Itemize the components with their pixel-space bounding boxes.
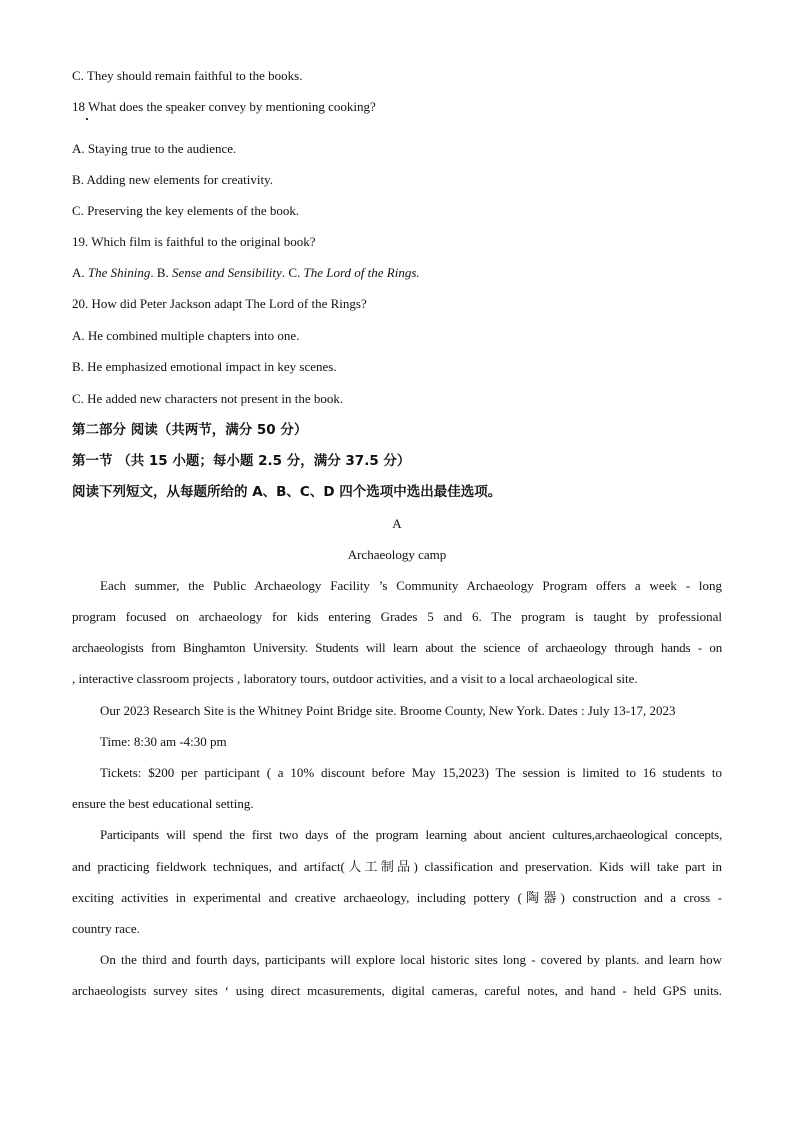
q20-option-a: A. He combined multiple chapters into one. [72,328,300,343]
paragraph-1-line-2: program focused on archaeology for kids entering Grades 5 and 6. The program is taught by professional [72,609,722,624]
q20-option-b: B. He emphasized emotional impact in key scenes. [72,359,337,374]
q19-a-prefix: A. [72,265,88,280]
paragraph-4-line-1: Tickets: $200 per participant ( a 10% discount before May 15,2023) The session is limited to 16 students to [100,765,722,780]
instruction: 阅读下列短文，从每题所给的 A、B、C、D 四个选项中选出最佳选项。 [72,484,502,500]
q20-option-c: C. He added new characters not present in the book. [72,391,344,406]
paragraph-2: Our 2023 Research Site is the Whitney Point Bridge site. Broome County, New York. Dates : July 13-17, 2023 [100,703,676,718]
q19-options [72,262,722,284]
q19-c-title: The Lord of the Rings. [303,265,420,280]
part-title: 第二部分 阅读（共两节，满分 50 分） [72,422,308,438]
stray-dot [86,118,88,120]
section-title: 第一节 （共 15 小题；每小题 2.5 分，满分 37.5 分） [72,453,411,469]
paragraph-5-line-3: exciting activities in experimental and creative archaeology, including pottery (陶器) construction and a cross - [72,890,722,905]
paragraph-1-line-1: Each summer, the Public Archaeology Facility ’s Community Archaeology Program offers a week - long [100,578,722,593]
passage-title: Archaeology camp [347,547,447,562]
q18-option-a: A. Staying true to the audience. [72,141,237,156]
q18-option-b: B. Adding new elements for creativity. [72,172,273,187]
question-18: 18 What does the speaker convey by mentioning cooking? [72,99,376,114]
paragraph-3: Time: 8:30 am -4:30 pm [100,734,227,749]
paragraph-5-line-1: Participants will spend the first two days of the program learning about ancient cultures,archaeological concepts, [100,827,722,842]
paragraph-5-line-2: and practicing fieldwork techniques, and artifact(人工制品) classification and preservation. Kids will take part in [72,859,722,874]
passage-letter: A [392,516,402,531]
question-20: 20. How did Peter Jackson adapt The Lord of the Rings? [72,296,367,311]
paragraph-5-line-4: country race. [72,921,140,936]
q19-b-prefix: . B. [150,265,173,280]
q17-option-c: C. They should remain faithful to the books. [72,68,303,83]
paragraph-6-line-1: On the third and fourth days, participants will explore local historic sites long - covered by plants. and learn how [100,952,722,967]
q19-c-prefix: . C. [281,265,304,280]
q19-b-title: Sense and Sensibility [172,265,282,280]
paragraph-1-line-4: , interactive classroom projects , laboratory tours, outdoor activities, and a visit to a local archaeological site. [72,671,638,686]
paragraph-4-line-2: ensure the best educational setting. [72,796,254,811]
paragraph-6-line-2: archaeologists survey sites ‘ using direct mcasurements, digital cameras, careful notes, and hand - held GPS units. [72,983,722,998]
paragraph-1-line-3: archaeologists from Binghamton University. Students will learn about the science of archaeology through hands - on [72,640,722,655]
question-19: 19. Which film is faithful to the original book? [72,234,316,249]
q18-option-c: C. Preserving the key elements of the book. [72,203,300,218]
q19-a-title: The Shining [87,265,151,280]
